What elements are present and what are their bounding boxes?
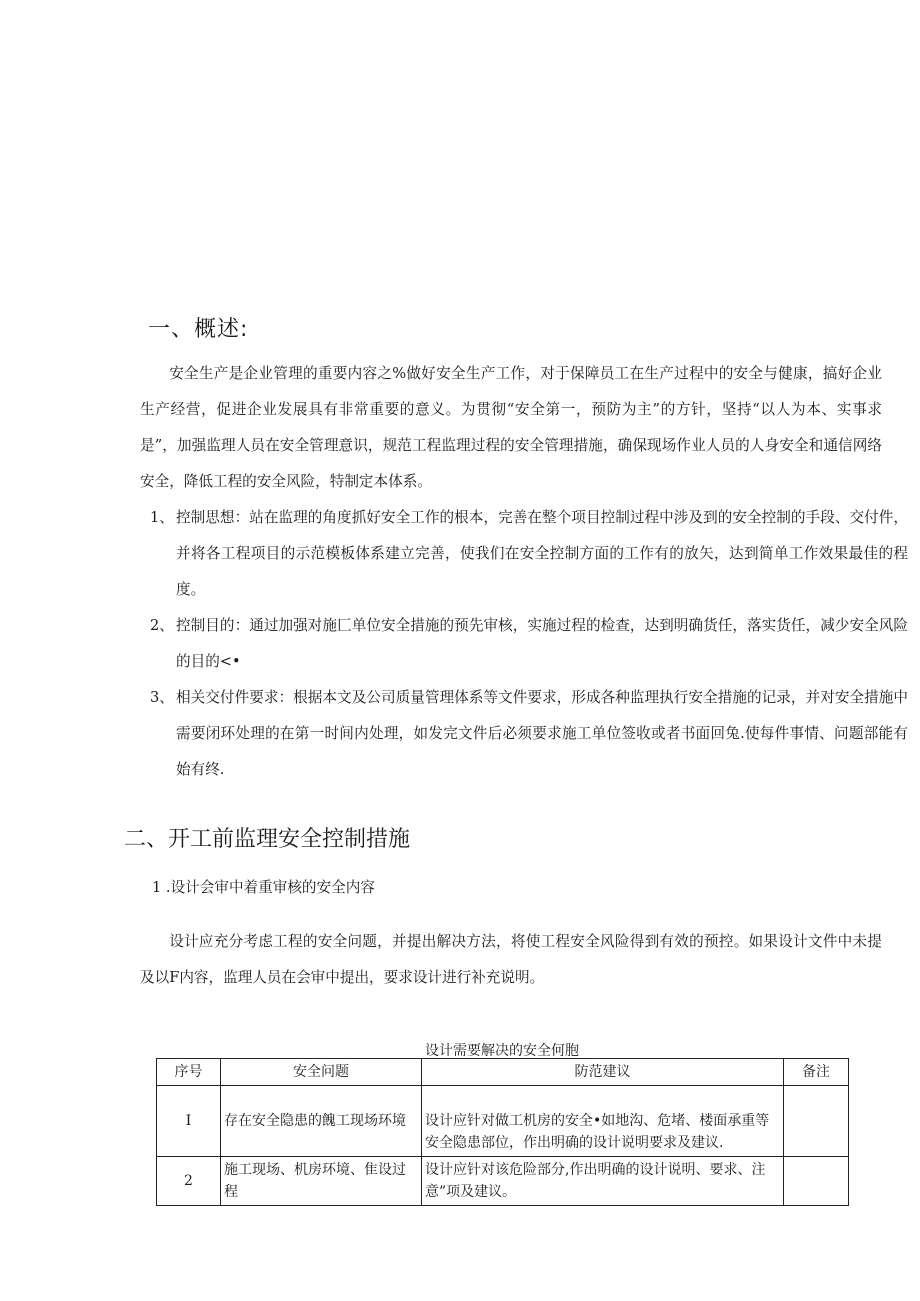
table-row [157,1086,849,1157]
list-item-text: 控制思想：站在监理的角度抓好安全工作的根本，完善在整个项目控制过程中涉及到的安全控制的手段、交付件，并将各工程项目的示范模板体系建立完善，使我们在安全控制方面的工作有的放矢，达到简单工作效果最佳的程度。 [176,509,908,598]
cell-advice: 设计应针对做工机房的安全•如地沟、危堵、楼面承重等安全隐患部位，作出明确的设计说明要求及建议. [422,1086,784,1157]
page-bottom-crop [0,1209,920,1301]
design-paragraph: 设计应充分考虑工程的安全问题，并提出解决方法，将使工程安全风险得到有效的预控。如果设计文件中未提及以F内容，监理人员在会审中提出，要求设计进行补充说明。 [140,933,882,986]
list-item-number: 1、 [150,509,174,526]
cell-issue: 施工现场、机房环境、隹设过程 [221,1157,422,1206]
list-item-number: 3、 [150,689,174,706]
cell-advice: 设计应针对该危险部分,作出明确的设计说明、要求、注意”项及建议。 [422,1157,784,1206]
cell-no: I [157,1086,221,1157]
list-item-control-idea [150,500,908,608]
sub-heading-design-review: 1 .设计会审中着重审核的安全内容 [152,879,375,896]
cell-issue: 存在安全隐患的餽工现场环境 [221,1086,422,1157]
list-item-number: 2、 [150,617,174,634]
cell-no: 2 [157,1157,221,1206]
cell-note [784,1157,849,1206]
list-item-text: 控制目的：通过加强对施匚单位安全措施的预先审核，实施过程的检查，达到明确货任，落实货任，减少安全风险的目的<• [176,617,908,670]
table-header-row [157,1059,849,1086]
safety-issues-table [156,1058,849,1206]
table-caption: 设计需要解决的安全何胞 [425,1043,579,1059]
list-item-control-purpose [150,608,908,680]
header-no: 序号 [157,1059,221,1086]
cell-note [784,1086,849,1157]
header-advice: 防范建议 [422,1059,784,1086]
header-note: 备注 [784,1059,849,1086]
list-item-deliverables [150,680,908,788]
list-item-text: 相关交付件要求：根据本文及公司质量管理体系等文件要求，形成各种监理执行安全措施的记录，并对安全措施中需要闭环处理的在第一时间内处理，如发完文件后必须要求施工单位签收或者书面回兔.使每件事情、问题部能有始有终. [176,689,908,778]
section-2-heading: 二、开工前监理安全控制措施 [124,827,411,852]
intro-paragraph: 安全生产是企业管理的重要内容之%做好安全生产工作，对于保障员工在生产过程中的安全与健康，搞好企业生产经营，促进企业发展具有非常重要的意义。为贯彻“安全第一，预防为主”的方针，坚持“以人为本、实事求是”，加强监理人员在安全管理意识，规范工程监理过程的安全管理措施，确保现场作业人员的人身安全和通信网络安全，降低工程的安全风险，特制定本体系。 [140,365,882,490]
section-1-heading: 一、概述: [148,317,249,342]
table-row [157,1157,849,1206]
header-issue: 安全问题 [221,1059,422,1086]
